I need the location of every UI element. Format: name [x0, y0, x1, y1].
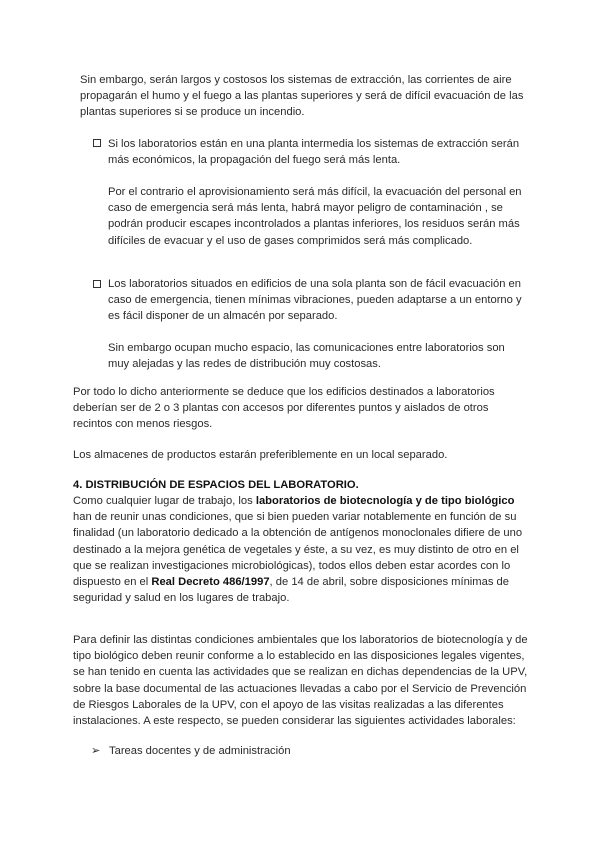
checklist-item-intermediate-floor: Si los laboratorios están en una planta intermedia los sistemas de extracción serán más económicos, la propagación del fuego será más lenta. — [108, 138, 520, 167]
checkbox-icon — [93, 139, 101, 147]
paragraph-section-intro — [73, 493, 528, 606]
list-item-teaching-tasks: Tareas docentes y de administración — [109, 745, 291, 757]
paragraph-conclusion: Por todo lo dicho anteriormente se deduce que los edificios destinados a laboratorios deberían ser de 2 o 3 plantas con accesos por diferentes puntos y aislados de otros recintos con menos riesgos. — [73, 386, 495, 431]
arrow-bullet-icon: ➢ — [91, 745, 101, 757]
checklist-item-single-floor: Los laboratorios situados en edificios de una sola planta son de fácil evacuación en caso de emergencia, tienen mínimas vibraciones, pueden adaptarse a un entorno y es fácil disponer de un almacén por separado. — [108, 278, 522, 323]
paragraph-extraction: Sin embargo, serán largos y costosos los sistemas de extracción, las corrientes de aire propagarán el humo y el fuego a las plantas superiores y será de difícil evacuación de las plantas superiores si se produce un incendio. — [80, 74, 524, 119]
intro-text-2: han de reunir unas condiciones, que si bien pueden variar notablemente en función de su finalidad (un laboratorio dedicado a la obtención de antígenos monoclonales difiere de uno destinado a la mejora genética de vegetales y éste, a su vez, es muy distinto de otro en el que se realizan investigaciones microbiológicas), todos ellos deben estar acordes con lo dispuesto en el — [73, 511, 523, 589]
paragraph-warehouses: Los almacenes de productos estarán preferiblemente en un local separado. — [73, 449, 448, 461]
paragraph-intermediate-drawbacks: Por el contrario el aprovisionamiento será más difícil, la evacuación del personal en caso de emergencia será más lenta, habrá mayor peligro de contaminación , se podrán producir escapes incontrolados a plantas inferiores, los residuos serán más difíciles de evacuar y el uso de gases comprimidos será más complicado. — [108, 186, 522, 247]
intro-bold-decree: Real Decreto 486/1997 — [151, 576, 270, 589]
section-heading: 4. DISTRIBUCIÓN DE ESPACIOS DEL LABORATORIO. — [73, 479, 359, 491]
checkbox-icon — [93, 280, 101, 288]
intro-text-1: Como cualquier lugar de trabajo, los — [73, 495, 256, 507]
intro-bold-labs: laboratorios de biotecnología y de tipo biológico — [255, 495, 515, 507]
paragraph-single-floor-drawbacks: Sin embargo ocupan mucho espacio, las comunicaciones entre laboratorios son muy alejadas y las redes de distribución muy costosas. — [108, 342, 505, 371]
paragraph-conditions: Para definir las distintas condiciones ambientales que los laboratorios de biotecnología y de tipo biológico deben reunir conforme a lo establecido en las disposiciones legales vigentes, se han tenido en cuenta las actividades que se realizan en dichas dependencias de la UPV, sobre la base documental de las actuaciones llevadas a cabo por el Servicio de Prevención de Riesgos Laborales de la UPV, con el apoyo de las visitas realizadas a las diferentes instalaciones. A este respecto, se pueden considerar las siguientes actividades laborales: — [73, 634, 528, 728]
intro-text-3: , de 14 de abril, sobre disposiciones mínimas de seguridad y salud en los lugares de trabajo. — [73, 576, 509, 605]
